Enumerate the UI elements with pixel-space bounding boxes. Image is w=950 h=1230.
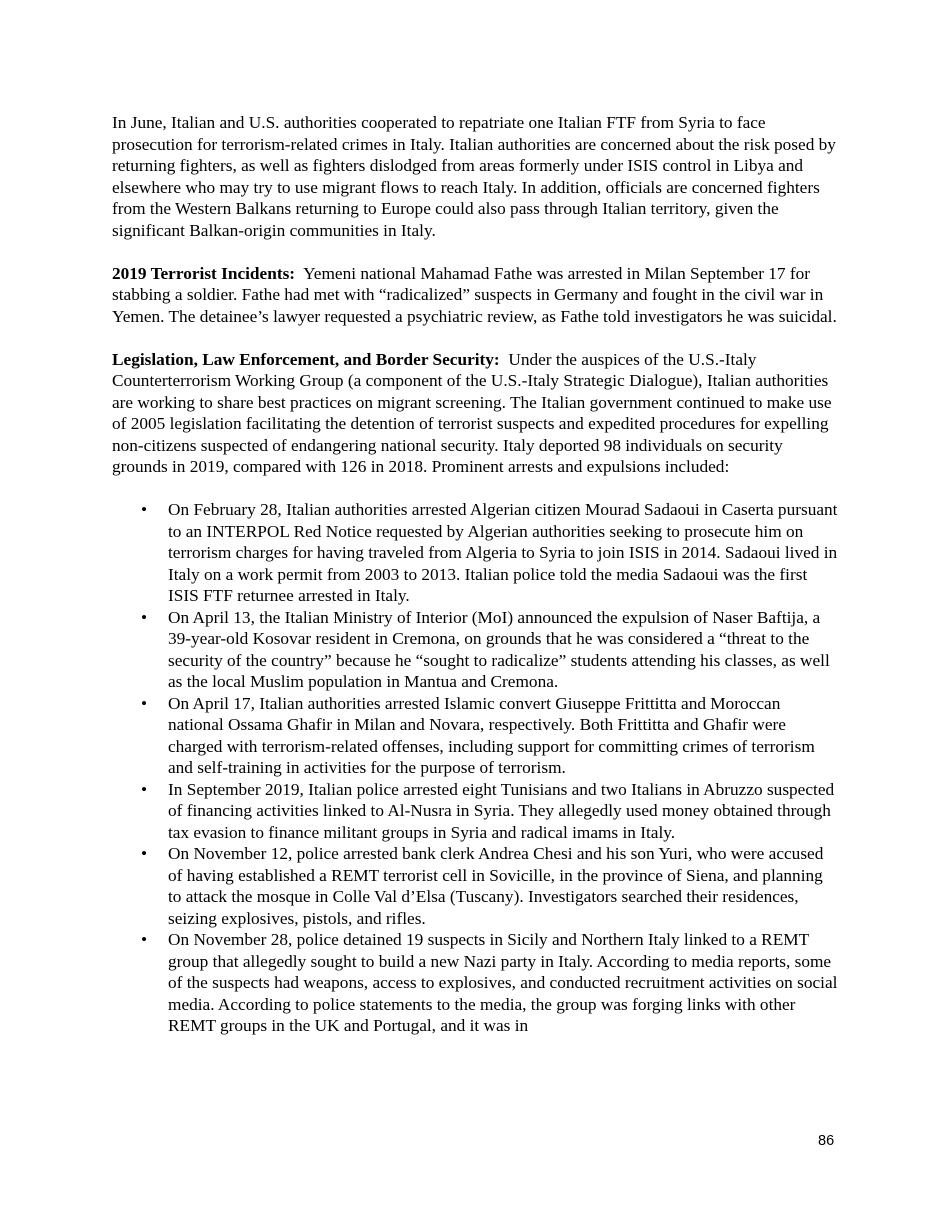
list-item-text: On April 13, the Italian Ministry of Interior (MoI) announced the expulsion of Naser Baftija, a 39-year-old Kosovar resident in Cremona, on grounds that he was considered a “threat to the security of the country” because he “sought to radicalize” students attending his classes, as well as the local Muslim population in Mantua and Cremona. xyxy=(168,607,830,691)
paragraph-text: Under the auspices of the U.S.-Italy Counterterrorism Working Group (a component of the U.S.-Italy Strategic Dialogue), Italian authorities are working to share best practices on migrant screening. The Italian government continued to make use of 2005 legislation facilitating the detention of terrorist suspects and expedited procedures for expelling non-citizens suspected of endangering national security. Italy deported 98 individuals on security grounds in 2019, compared with 126 in 2018. Prominent arrests and expulsions included: xyxy=(112,349,832,476)
list-item-text: On November 28, police detained 19 suspects in Sicily and Northern Italy linked to a REMT group that allegedly sought to build a new Nazi party in Italy. According to media reports, some of the suspects had weapons, access to explosives, and conducted recruitment activities on social media. According to police statements to the media, the group was forging links with other REMT groups in the UK and Portugal, and it was in xyxy=(168,930,838,1035)
section-heading: Legislation, Law Enforcement, and Border Security: xyxy=(112,349,500,369)
page-number: 86 xyxy=(818,1133,835,1149)
document-body xyxy=(112,112,840,1037)
list-item-text: On February 28, Italian authorities arrested Algerian citizen Mourad Sadaoui in Caserta pursuant to an INTERPOL Red Notice requested by Algerian authorities seeking to prosecute him on terrorism charges for having traveled from Algeria to Syria to join ISIS in 2014. Sadaoui lived in Italy on a work permit from 2003 to 2013. Italian police told the media Sadaoui was the first ISIS FTF returnee arrested in Italy. xyxy=(168,500,838,605)
bullet-icon: • xyxy=(141,693,148,713)
paragraph-repatriation xyxy=(112,112,840,241)
list-item-text: On April 17, Italian authorities arrested Islamic convert Giuseppe Frittitta and Moroccan national Ossama Ghafir in Milan and Novara, respectively. Both Frittitta and Ghafir were charged with terrorism-related offenses, including support for committing crimes of terrorism and self-training in activities for the purpose of terrorism. xyxy=(168,693,815,777)
bullet-icon: • xyxy=(141,607,148,627)
list-item xyxy=(112,843,840,929)
list-item xyxy=(112,929,840,1037)
list-item xyxy=(112,693,840,779)
list-item-text: On November 12, police arrested bank clerk Andrea Chesi and his son Yuri, who were accused of having established a REMT terrorist cell in Sovicille, in the province of Siena, and planning to attack the mosque in Colle Val d’Elsa (Tuscany). Investigators searched their residences, seizing explosives, pistols, and rifles. xyxy=(168,844,824,928)
bullet-icon: • xyxy=(141,500,148,519)
arrests-list xyxy=(112,499,840,1037)
list-item xyxy=(112,779,840,844)
list-item-text: In September 2019, Italian police arrested eight Tunisians and two Italians in Abruzzo suspected of financing activities linked to Al-Nusra in Syria. They allegedly used money obtained through tax evasion to finance militant groups in Syria and radical imams in Italy. xyxy=(168,779,835,842)
list-item xyxy=(112,499,840,607)
paragraph-legislation xyxy=(112,349,840,478)
section-heading: 2019 Terrorist Incidents: xyxy=(112,263,296,283)
paragraph-text: Yemeni national Mahamad Fathe was arrested in Milan September 17 for stabbing a soldier. Fathe had met with “radicalized” suspects in Germany and fought in the civil war in Yemen. The detainee’s lawyer requested a psychiatric review, as Fathe told investigators he was suicidal. xyxy=(112,263,837,326)
bullet-icon: • xyxy=(141,844,148,863)
paragraph-terrorist-incidents xyxy=(112,263,840,328)
list-item xyxy=(112,607,840,693)
bullet-icon: • xyxy=(141,930,148,949)
bullet-icon: • xyxy=(141,779,148,799)
paragraph-text: In June, Italian and U.S. authorities cooperated to repatriate one Italian FTF from Syria to face prosecution for terrorism-related crimes in Italy. Italian authorities are concerned about the risk posed by returning fighters, as well as fighters dislodged from areas formerly under ISIS control in Libya and elsewhere who may try to use migrant flows to reach Italy. In addition, officials are concerned fighters from the Western Balkans returning to Europe could also pass through Italian territory, given the significant Balkan-origin communities in Italy. xyxy=(112,113,836,240)
